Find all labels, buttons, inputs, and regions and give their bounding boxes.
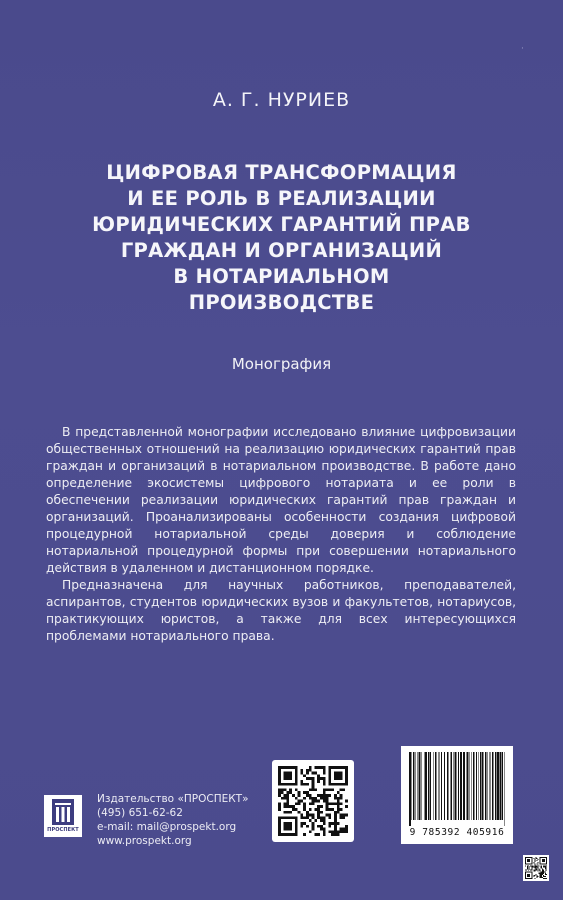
publisher-info [97,792,249,848]
small-qr-code [523,855,549,881]
columns-icon [52,799,74,825]
publisher-email: e-mail: mail@prospekt.org [97,821,237,833]
isbn-barcode [401,746,513,844]
title-line: В НОТАРИАЛЬНОМ [173,265,390,288]
publisher-logo [44,795,82,837]
abstract-paragraph: Предназначена для научных работников, преподавателей, аспирантов, студентов юридических вузов и факультетов, нотариусов, практикующих юристов, а также для всех интересующихся проблемами нотариального права. [46,578,516,643]
print-speck [521,44,525,48]
title-line: ЮРИДИЧЕСКИХ ГАРАНТИЙ ПРАВ [92,213,471,236]
publisher-phone: (495) 651-62-62 [97,807,183,819]
logo-text: ПРОСПЕКТ [47,827,79,833]
book-title [60,160,503,316]
publisher-website: www.prospekt.org [97,835,192,847]
title-line: ЦИФРОВАЯ ТРАНСФОРМАЦИЯ [106,161,457,184]
qr-code [272,760,354,842]
isbn-digits: 9 785392 405916 [409,827,505,838]
author-name: А. Г. НУРИЕВ [212,89,351,111]
book-abstract [46,424,516,645]
abstract-paragraph: В представленной монографии исследовано влияние цифровизации общественных отношений на реализацию юридических гарантий прав граждан и организаций в нотариальном производстве. В работе дано определение экосистемы цифрового нотариата и ее роли в обеспечении реализации юридических гарантий прав граждан и организаций. Проанализированы особенности создания цифровой процедурной нотариальной среды доверия и соблюдение нотариальной процедурной формы при совершении нотариального действия в удаленном и дистанционном порядке. [46,425,516,575]
title-line: ПРОИЗВОДСТВЕ [188,291,375,314]
book-genre: Монография [231,355,332,373]
publisher-name: Издательство «ПРОСПЕКТ» [97,793,249,805]
title-line: ГРАЖДАН И ОРГАНИЗАЦИЙ [120,239,443,262]
title-line: И ЕЕ РОЛЬ В РЕАЛИЗАЦИИ [127,187,436,210]
